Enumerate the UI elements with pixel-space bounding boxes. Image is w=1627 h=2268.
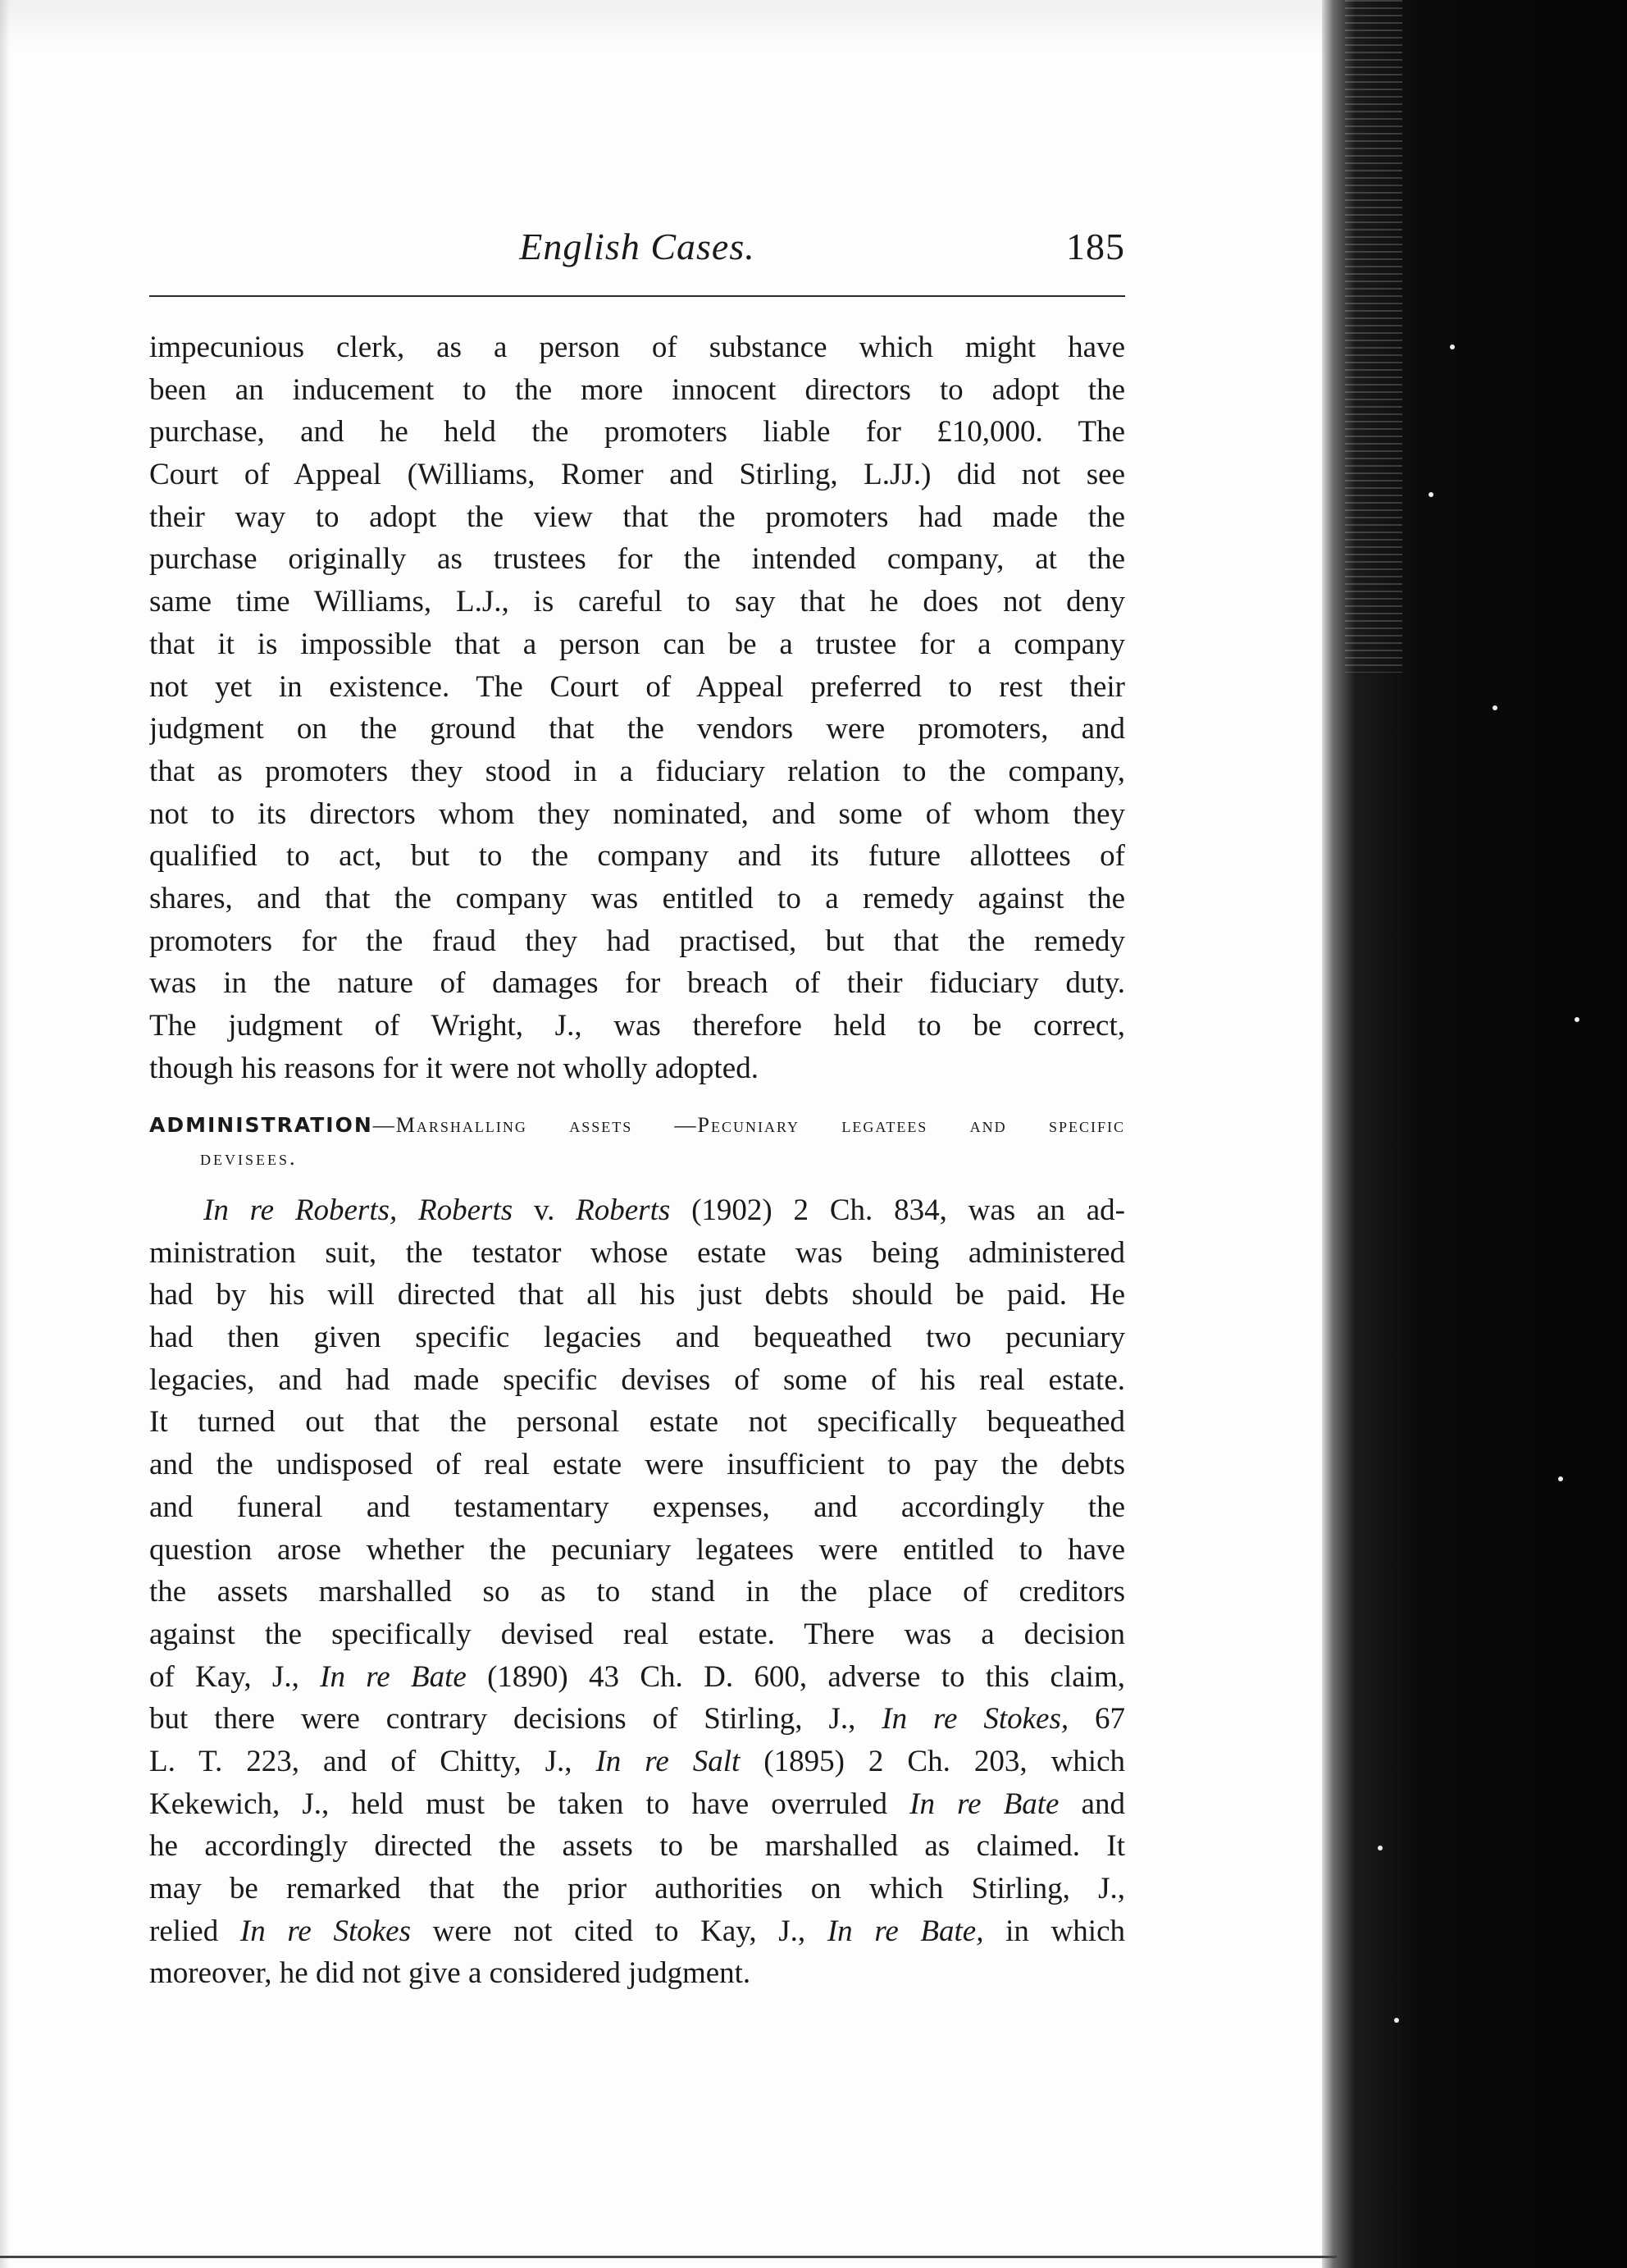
heading-lead: ADMINISTRATION — [149, 1113, 373, 1137]
text-segment: 67 — [1069, 1702, 1125, 1736]
text-line — [149, 1783, 1125, 1826]
text-line: though his reasons for it were not wholly adopted. — [149, 1051, 759, 1085]
scan-shadow-left — [0, 0, 10, 2268]
text-line: impecunious clerk, as a person of substance which might have — [149, 331, 1125, 364]
case-name: In re Bate, — [827, 1914, 984, 1948]
text-line: The judgment of Wright, J., was therefore held to be correct, — [149, 1009, 1125, 1043]
text-line: It turned out that the personal estate not specifically bequeathed — [149, 1405, 1125, 1440]
page-number: 185 — [1066, 226, 1125, 267]
text-line: not yet in existence. The Court of Appeal preferred to rest their — [149, 669, 1125, 704]
scan-shadow-top — [0, 0, 1322, 49]
case-name: In re Bate — [320, 1659, 467, 1694]
text-segment: (1890) 43 Ch. D. 600, adverse to this claim, — [466, 1659, 1125, 1694]
heading-rest: —Marshalling assets —Pecuniary legatees and specific — [372, 1113, 1125, 1137]
running-head — [149, 225, 1125, 277]
text-line: qualified to act, but to the company and its future allottees of — [149, 839, 1125, 874]
case-name: In re Bate — [909, 1787, 1060, 1821]
paragraph-2 — [149, 1189, 1125, 1995]
text-segment: v. — [513, 1193, 577, 1227]
binding-speck — [1378, 1846, 1383, 1850]
text-line: Court of Appeal (Williams, Romer and Stirling, L.JJ.) did not see — [149, 458, 1125, 492]
text-line: purchase, and he held the promoters liable for £10,000. The — [149, 415, 1125, 449]
case-name: In re Roberts, Roberts — [203, 1193, 513, 1227]
binding-speck — [1558, 1476, 1563, 1481]
text-line: had then given specific legacies and bequeathed two pecuniary — [149, 1321, 1125, 1355]
case-name: In re Stokes, — [882, 1702, 1069, 1736]
text-line: and the undisposed of real estate were insufficient to pay the debts — [149, 1448, 1125, 1482]
text-segment: and — [1059, 1787, 1125, 1821]
text-line: promoters for the fraud they had practised, but that the remedy — [149, 924, 1125, 958]
binding-speck — [1429, 492, 1433, 497]
paragraph-1 — [149, 326, 1125, 1089]
text-line — [149, 1656, 1125, 1699]
text-segment: (1895) 2 Ch. 203, which — [740, 1744, 1125, 1778]
case-name: In re Stokes — [239, 1914, 411, 1948]
text-segment: of Kay, J., — [149, 1659, 321, 1694]
text-line: judgment on the ground that the vendors were promoters, and — [149, 712, 1125, 746]
text-line: was in the nature of damages for breach of their fiduciary duty. — [149, 966, 1125, 1001]
text-line: had by his will directed that all his just debts should be paid. He — [149, 1278, 1125, 1312]
heading-continuation: devisees. — [200, 1146, 298, 1170]
text-line — [149, 1910, 1125, 1953]
text-line: may be remarked that the prior authorities on which Stirling, J., — [149, 1872, 1125, 1905]
text-line: that it is impossible that a person can be a trustee for a company — [149, 627, 1125, 661]
header-rule — [149, 295, 1125, 297]
text-line: been an inducement to the more innocent directors to adopt the — [149, 372, 1125, 407]
text-line: against the specifically devised real estate. There was a decision — [149, 1617, 1125, 1651]
text-segment: were not cited to Kay, J., — [411, 1914, 827, 1948]
binding-speck — [1450, 345, 1455, 349]
text-line: question arose whether the pecuniary legatees were entitled to have — [149, 1532, 1125, 1567]
binding-texture — [1345, 0, 1402, 673]
text-line: the assets marshalled so as to stand in the place of creditors — [149, 1575, 1125, 1609]
text-line: and funeral and testamentary expenses, and accordingly the — [149, 1490, 1125, 1524]
section-heading — [149, 1109, 1125, 1175]
case-name: Roberts — [576, 1193, 671, 1227]
text-line — [149, 1698, 1125, 1741]
text-line: he accordingly directed the assets to be marshalled as claimed. It — [149, 1829, 1125, 1864]
text-line: same time Williams, L.J., is careful to say that he does not deny — [149, 585, 1125, 619]
page-bottom-edge — [0, 2256, 1337, 2258]
text-line: not to its directors whom they nominated, and some of whom they — [149, 796, 1125, 831]
text-segment: but there were contrary decisions of Stirling, J., — [149, 1702, 882, 1736]
text-line — [149, 1189, 1125, 1232]
binding-speck — [1575, 1017, 1579, 1022]
binding-speck — [1493, 705, 1497, 710]
text-line: legacies, and had made specific devises of some of his real estate. — [149, 1362, 1125, 1397]
text-line: moreover, he did not give a considered judgment. — [149, 1956, 751, 1991]
text-line: that as promoters they stood in a fiduciary relation to the company, — [149, 754, 1125, 788]
text-segment: (1902) 2 Ch. 834, was an ad- — [670, 1193, 1125, 1227]
text-segment: Kekewich, J., held must be taken to have overruled — [149, 1787, 910, 1821]
text-segment: L. T. 223, and of Chitty, J., — [149, 1744, 596, 1778]
case-name: In re Salt — [595, 1744, 741, 1778]
text-line: ministration suit, the testator whose estate was being administered — [149, 1235, 1125, 1270]
text-segment: in which — [983, 1914, 1125, 1948]
binding-speck — [1394, 2018, 1399, 2023]
text-line: purchase originally as trustees for the intended company, at the — [149, 542, 1125, 577]
heading-line — [149, 1109, 1125, 1142]
text-line: shares, and that the company was entitled to a remedy against the — [149, 881, 1125, 915]
text-line: their way to adopt the view that the promoters had made the — [149, 500, 1125, 534]
running-title: English Cases. — [519, 226, 755, 267]
text-segment: relied — [149, 1914, 240, 1948]
text-line — [149, 1741, 1125, 1783]
